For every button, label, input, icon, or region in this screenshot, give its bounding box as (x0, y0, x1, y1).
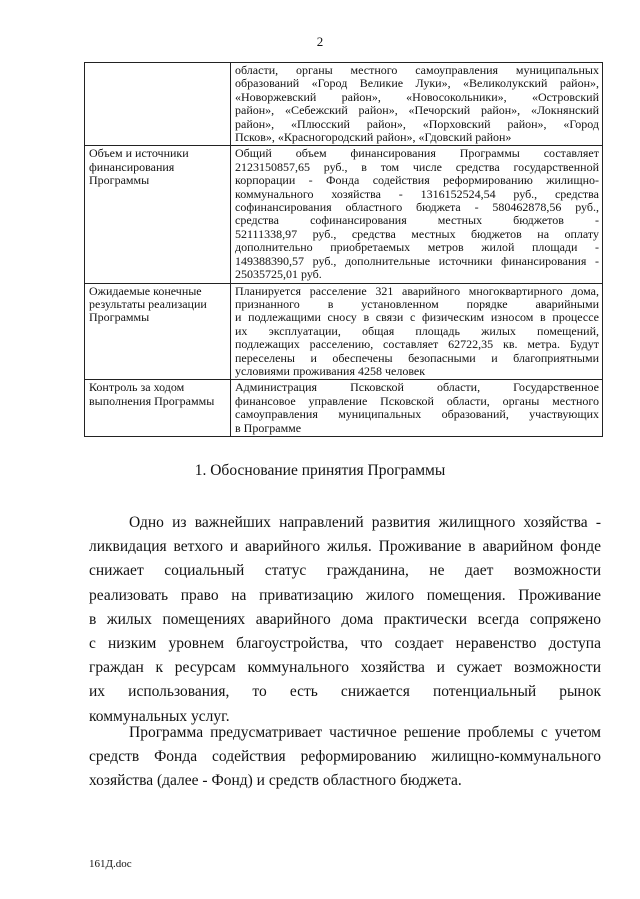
text-line: в Программе (235, 420, 302, 435)
row-label: Ожидаемые конечные результаты реализации Программы (85, 283, 231, 380)
text-line: средства софинансирования местных бюджетов - (235, 213, 599, 228)
table-row (85, 283, 603, 380)
text-line: район», «Себежский район», «Печорский район», «Локнянский (235, 103, 599, 118)
row-value (231, 380, 603, 437)
paragraph (89, 511, 601, 729)
text-line: 149388390,57 руб., дополнительные источники финансирования - (235, 253, 599, 268)
text-line: и подлежащими сносу в связи с физическим износом в процессе (235, 310, 599, 325)
text-line: «Новоржевский район», «Новосокольники», «Островский (235, 89, 599, 104)
text-line: их использования, то есть снижается потенциальный рынок (89, 683, 601, 701)
text-line: области, органы местного самоуправления муниципальных (235, 63, 599, 77)
text-line: софинансирования областного бюджета - 580462878,56 руб., (235, 200, 599, 215)
text-line: район», «Плюсский район», «Порховский район», «Город (235, 116, 599, 131)
text-line: снижает социальный статус гражданина, не дает возможности (89, 562, 601, 580)
text-line: Псков», «Красногородский район», «Гдовский район» (235, 130, 512, 145)
text-line: 25035725,01 руб. (235, 267, 322, 282)
text-line: Одно из важнейших направлений развития жилищного хозяйства - (129, 514, 601, 531)
table-row (85, 63, 603, 146)
text-line: финансовое управление Псковской области, органы местного (235, 393, 599, 408)
text-line: ликвидация ветхого и аварийного жилья. Проживание в аварийном фонде (89, 538, 601, 556)
text-line: образований «Город Великие Луки», «Великолукский район», (235, 76, 599, 91)
footer-filename: 161Д.doc (89, 858, 132, 870)
text-line: их эксплуатации, общая площадь жилых помещений, (235, 323, 599, 338)
row-label: Объем и источники финансирования Программы (85, 146, 231, 283)
text-line: Администрация Псковской области, Государственное (235, 380, 599, 395)
text-line: корпорации - Фонда содействия реформированию жилищно- (235, 173, 599, 188)
table-row (85, 146, 603, 283)
row-value (231, 146, 603, 283)
text-line: в жилых помещениях аварийного дома практически всегда сопряжено (89, 610, 601, 628)
program-passport-table (84, 62, 603, 437)
text-line: средств Фонда содействия реформированию жилищно-коммунального (89, 748, 601, 766)
row-label: Контроль за ходом выполнения Программы (85, 380, 231, 437)
text-line: с низким уровнем благоустройства, что создает неравенство доступа (89, 635, 601, 653)
text-line: самоуправления муниципальных образований, участвующих (235, 407, 599, 422)
page-number: 2 (316, 34, 324, 49)
row-label (85, 63, 231, 146)
text-line: хозяйства (далее - Фонд) и средств областного бюджета. (89, 772, 462, 790)
section-title: 1. Обоснование принятия Программы (194, 462, 446, 479)
text-line: признанного в установленном порядке аварийными (235, 296, 599, 311)
text-line: 52111338,97 руб., средства местных бюджетов на оплату (235, 226, 599, 241)
text-line: граждан к ресурсам коммунального хозяйства и сужает возможности (89, 659, 601, 677)
text-line: дополнительно приобретаемых метров жилой площади - (235, 240, 599, 255)
text-line: подлежащих расселению, составляет 62722,35 кв. метра. Будут (235, 337, 599, 352)
text-line: условиями проживания 4258 человек (235, 363, 426, 378)
text-line: коммунальных услуг. (89, 707, 230, 725)
text-line: 2123150857,65 руб., в том числе средства государственной (235, 159, 599, 174)
paragraph (89, 721, 601, 794)
text-line: реализовать право на приватизацию жилого помещения. Проживание (89, 586, 601, 604)
text-line: Программа предусматривает частичное решение проблемы с учетом (129, 724, 601, 741)
text-line: Общий объем финансирования Программы составляет (235, 146, 599, 161)
table-row (85, 380, 603, 437)
text-line: Планируется расселение 321 аварийного многоквартирного дома, (235, 283, 599, 298)
row-value (231, 63, 603, 146)
text-line: переселены и обеспечены безопасными и благоприятными (235, 350, 599, 365)
text-line: коммунального хозяйства - 1316152524,54 руб., средства (235, 186, 599, 201)
row-value (231, 283, 603, 380)
